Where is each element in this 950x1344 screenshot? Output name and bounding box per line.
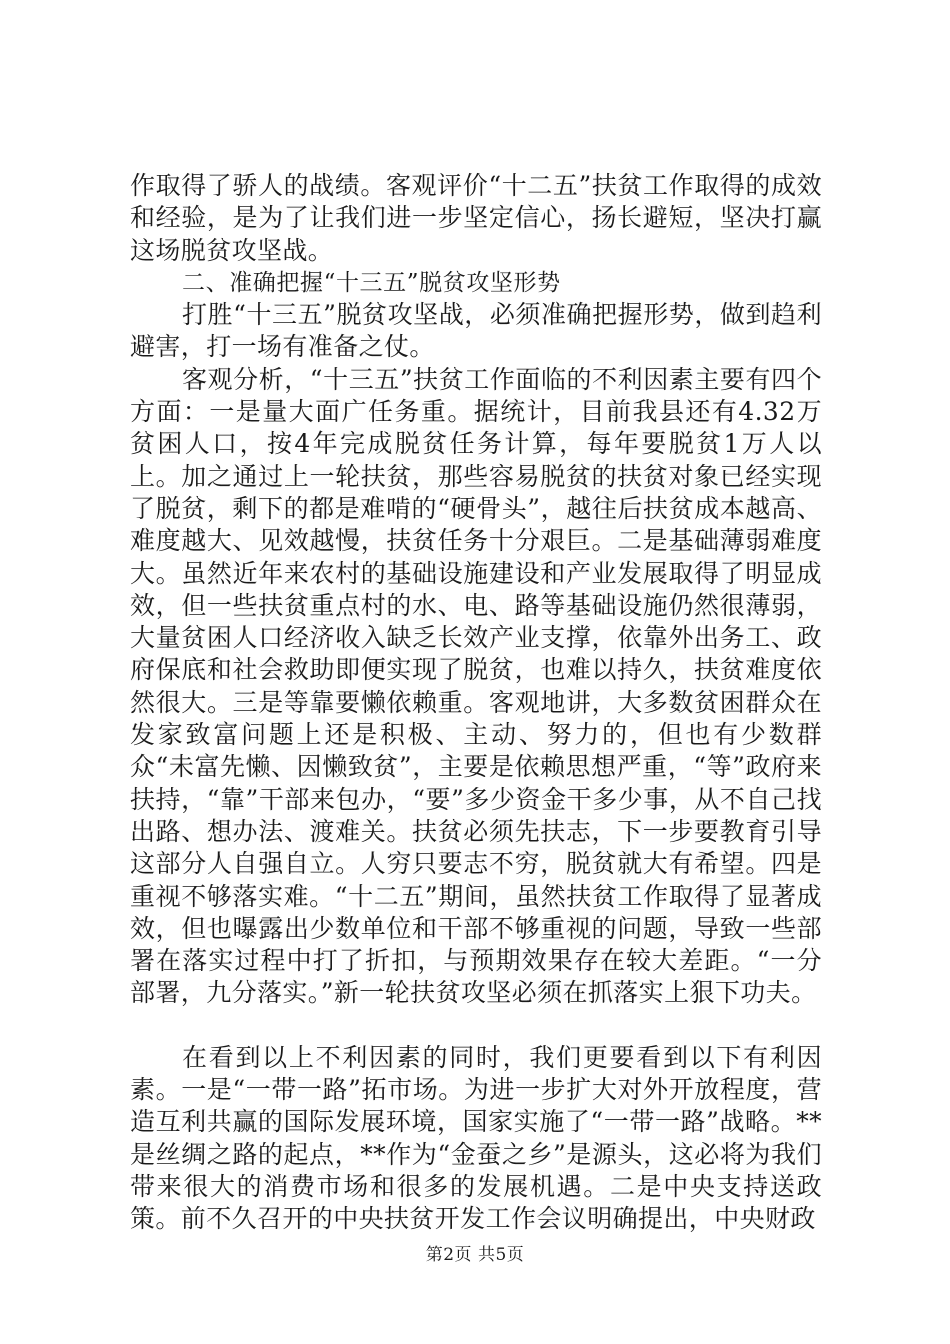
paragraph-gap [130,1010,822,1042]
paragraph-unfavorable-factors: 客观分析，“十三五”扶贫工作面临的不利因素主要有四个方面：一是量大面广任务重。据统计，目前我县还有4.32万贫困人口，按4年完成脱贫任务计算，每年要脱贫1万人以上。加之通过上一轮扶贫，那些容易脱贫的扶贫对象已经实现了脱贫，剩下的都是难啃的“硬骨头”，越往后扶贫成本越高、难度越大、见效越慢，扶贫任务十分艰巨。二是基础薄弱难度大。虽然近年来农村的基础设施建设和产业发展取得了明显成效，但一些扶贫重点村的水、电、路等基础设施仍然很薄弱，大量贫困人口经济收入缺乏长效产业支撑，依靠外出务工、政府保底和社会救助即便实现了脱贫，也难以持久，扶贫难度依然很大。三是等靠要懒依赖重。客观地讲，大多数贫困群众在发家致富问题上还是积极、主动、努力的，但也有少数群众“未富先懒、因懒致贫”，主要是依赖思想严重，“等”政府来扶持，“靠”干部来包办，“要”多少资金干多少事，从不自己找出路、想办法、渡难关。扶贫必须先扶志，下一步要教育引导这部分人自强自立。人穷只要志不穷，脱贫就大有希望。四是重视不够落实难。“十二五”期间，虽然扶贫工作取得了显著成效，但也曝露出少数单位和干部不够重视的问题，导致一些部署在落实过程中打了折扣，与预期效果存在较大差距。“一分部署，九分落实。”新一轮扶贫攻坚必须在抓落实上狠下功夫。 [130,364,822,1008]
paragraph-intro: 打胜“十三五”脱贫攻坚战，必须准确把握形势，做到趋利避害，打一场有准备之仗。 [130,300,822,362]
paragraph-continuation: 作取得了骄人的战绩。客观评价“十二五”扶贫工作取得的成效和经验，是为了让我们进一步坚定信心，扬长避短，坚决打赢这场脱贫攻坚战。 [130,171,822,265]
section-heading: 二、准确把握“十三五”脱贫攻坚形势 [182,269,561,296]
page-number-footer: 第2页 共5页 [425,1245,525,1265]
paragraph-favorable-factors: 在看到以上不利因素的同时，我们更要看到以下有利因素。一是“一带一路”拓市场。为进一步扩大对外开放程度，营造互利共赢的国际发展环境，国家实施了“一带一路”战略。**是丝绸之路的起点，**作为“金蚕之乡”是源头，这必将为我们带来很大的消费市场和很多的发展机遇。二是中央支持送政策。前不久召开的中央扶贫开发工作会议明确提出，中央财政 [130,1042,822,1234]
document-body [130,170,822,1236]
